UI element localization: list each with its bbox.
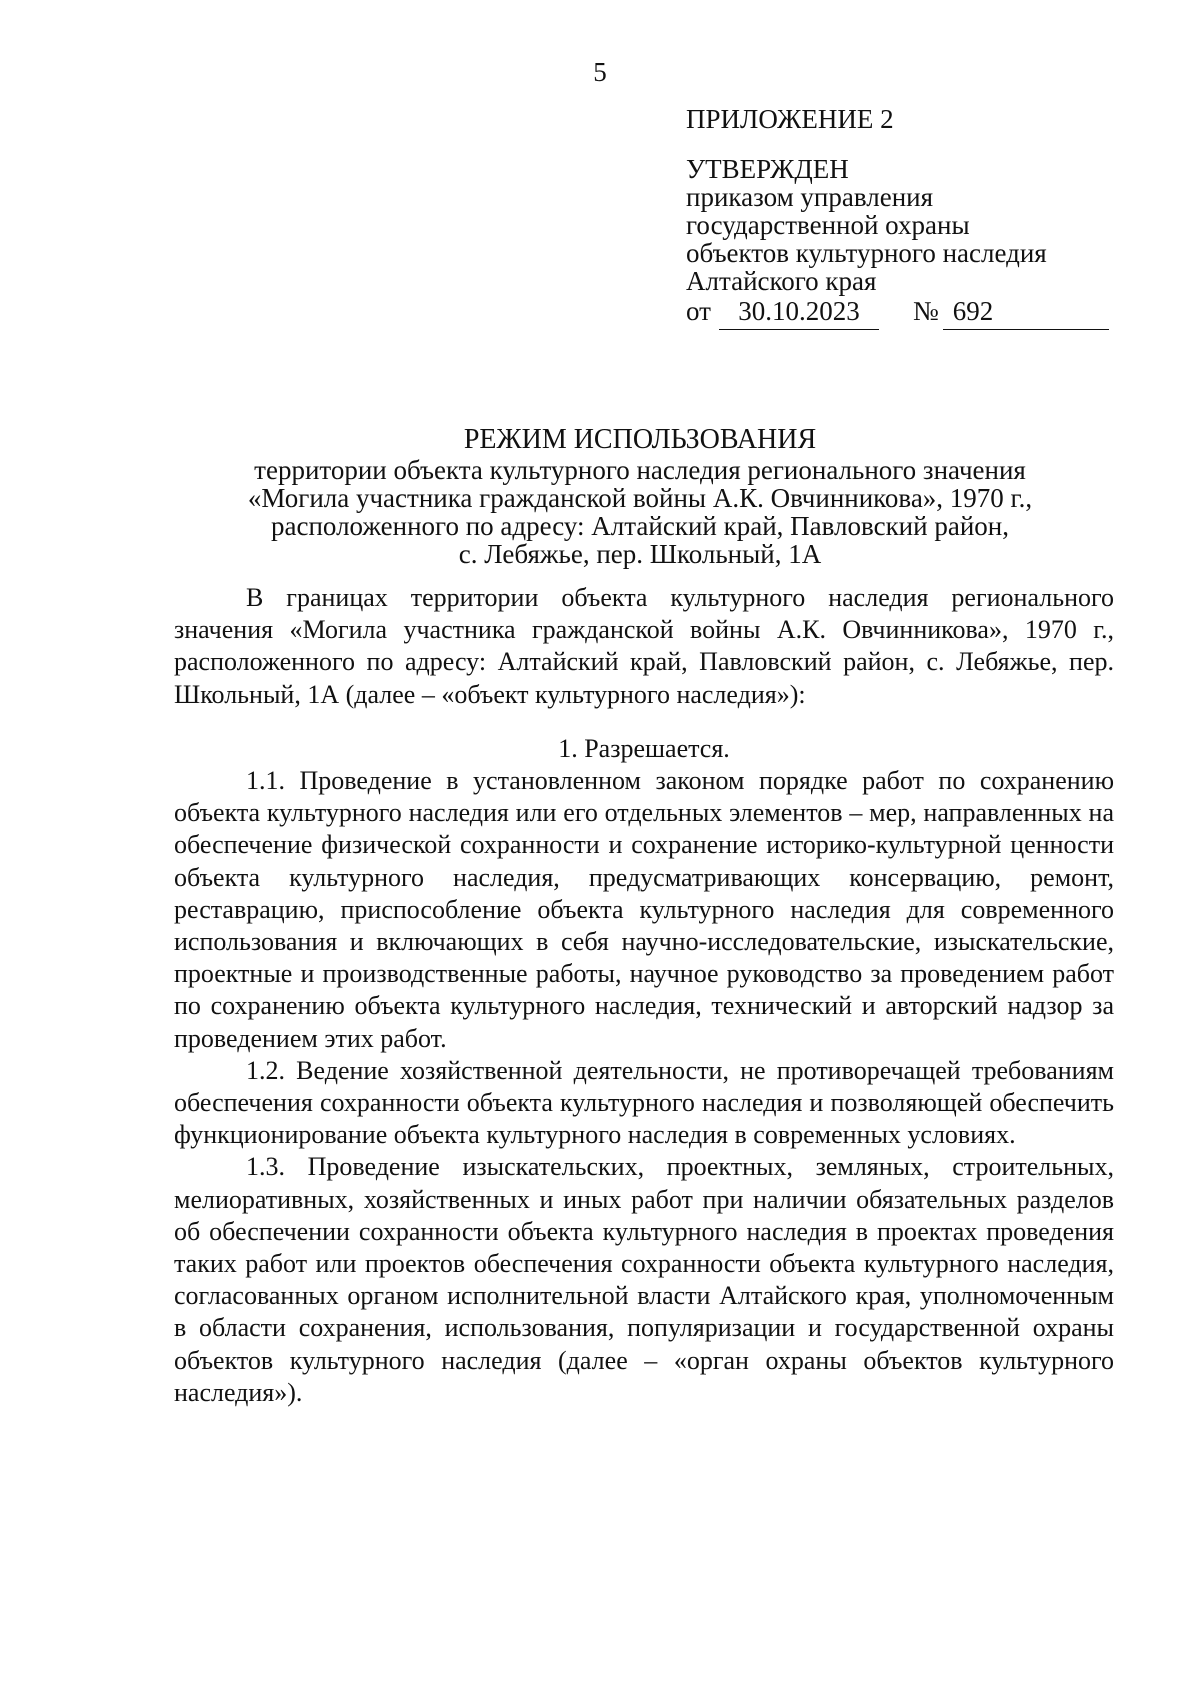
page-number: 5 bbox=[593, 57, 607, 87]
title-line: «Могила участника гражданской войны А.К. Овчинникова», 1970 г., bbox=[247, 483, 1033, 513]
item-paragraph bbox=[174, 1151, 1114, 1409]
approval-line: объектов культурного наследия bbox=[686, 238, 1047, 268]
title-line: территории объекта культурного наследия регионального значения bbox=[254, 455, 1026, 485]
approval-block bbox=[686, 105, 1126, 330]
title-line: расположенного по адресу: Алтайский край, Павловский район, bbox=[271, 511, 1009, 541]
item-number: 1.2. bbox=[246, 1055, 285, 1085]
document-body bbox=[174, 582, 1114, 1409]
appendix-label: ПРИЛОЖЕНИЕ 2 bbox=[686, 104, 894, 134]
item-paragraph bbox=[174, 765, 1114, 1055]
order-date: 30.10.2023 bbox=[719, 297, 879, 330]
approval-line: Алтайского края bbox=[686, 266, 877, 296]
approved-label: УТВЕРЖДЕН bbox=[686, 154, 849, 184]
date-prefix: от bbox=[686, 296, 711, 326]
number-sign: № bbox=[912, 296, 939, 326]
order-date-row bbox=[686, 297, 1126, 330]
title-line: с. Лебяжье, пер. Школьный, 1А bbox=[458, 539, 822, 569]
intro-paragraph: В границах территории объекта культурного наследия регионального значения «Могила участника гражданской войны А.К. Овчинникова», 1970 г., расположенного по адресу: Алтайский край, Павловский район, с. Лебяжье, пер. Школьный, 1А (далее – «объект культурного наследия»): bbox=[174, 583, 1114, 709]
item-number: 1.1. bbox=[246, 766, 285, 796]
item-text: Проведение изыскательских, проектных, земляных, строительных, мелиоративных, хозяйственных и иных работ при наличии обязательных разделов об обеспечении сохранности объекта культурного наследия в проектах проведения таких работ или проектов обеспечения сохранности объекта культурного наследия, согласованных органом исполнительной власти Алтайского края, уполномоченным в области сохранения, использования, популяризации и государственной охраны объектов культурного наследия (далее – «орган охраны объектов культурного наследия»). bbox=[174, 1152, 1114, 1407]
order-number: 692 bbox=[943, 297, 1109, 330]
item-text: Проведение в установленном законом порядке работ по сохранению объекта культурного наследия или его отдельных элементов – мер, направленных на обеспечение физической сохранности и сохранение историко-культурной ценности объекта культурного наследия, предусматривающих консервацию, ремонт, реставрацию, приспособление объекта культурного наследия для современного использования и включающих в себя научно-исследовательские, изыскательские, проектные и производственные работы, научное руководство за проведением работ по сохранению объекта культурного наследия, технический и авторский надзор за проведением этих работ. bbox=[174, 766, 1114, 1053]
document-title bbox=[170, 426, 1110, 568]
title-main: РЕЖИМ ИСПОЛЬЗОВАНИЯ bbox=[463, 424, 817, 455]
item-paragraph bbox=[174, 1055, 1114, 1152]
section-heading: 1. Разрешается. bbox=[558, 733, 730, 763]
item-number: 1.3. bbox=[246, 1152, 285, 1182]
item-text: Ведение хозяйственной деятельности, не противоречащей требованиям обеспечения сохранности объекта культурного наследия и позволяющей обеспечить функционирование объекта культурного наследия в современных условиях. bbox=[174, 1055, 1115, 1150]
approval-line: приказом управления bbox=[686, 182, 934, 212]
approval-line: государственной охраны bbox=[686, 210, 970, 240]
